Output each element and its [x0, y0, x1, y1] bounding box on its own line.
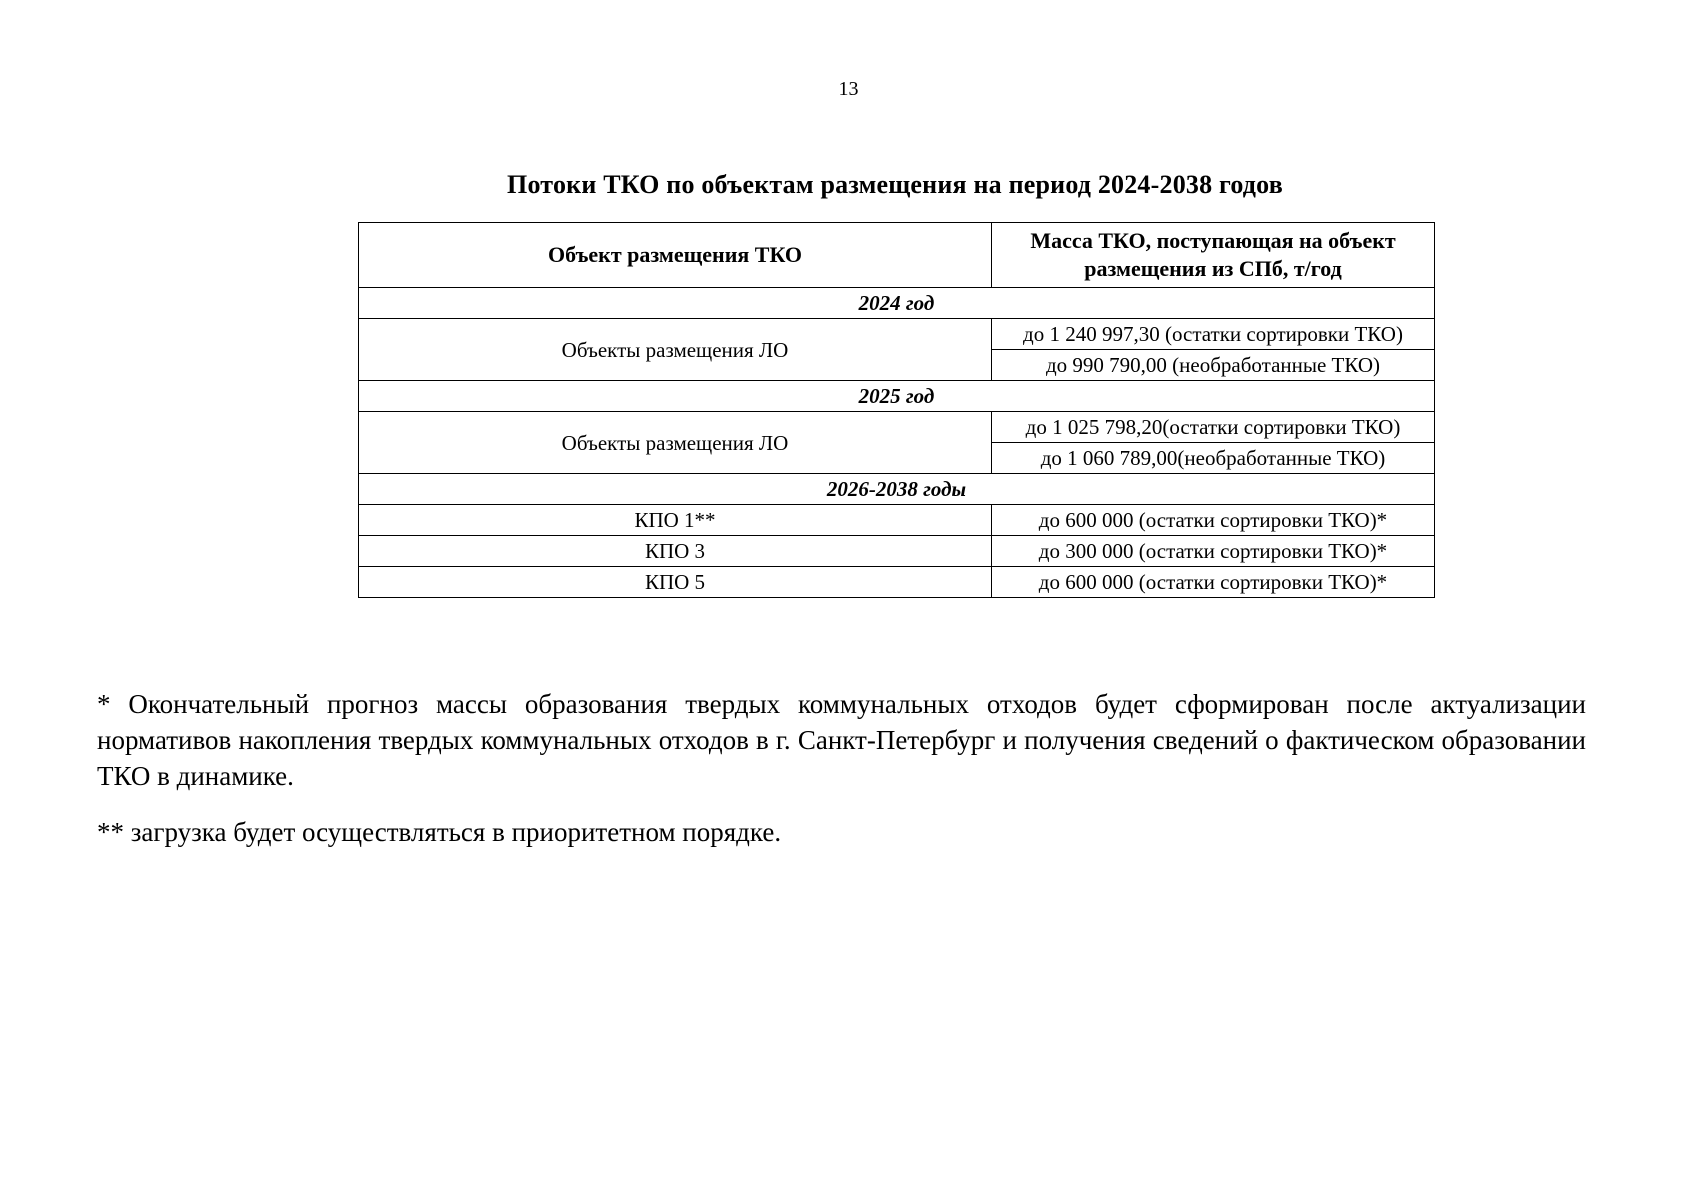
- table-header-row: [359, 223, 1435, 288]
- mass-cell: до 1 025 798,20(остатки сортировки ТКО): [992, 412, 1435, 443]
- table-title: Потоки ТКО по объектам размещения на период 2024-2038 годов: [507, 170, 1283, 199]
- section-year-row: [359, 381, 1435, 412]
- mass-cell: до 600 000 (остатки сортировки ТКО)*: [992, 567, 1435, 598]
- table-row: [359, 536, 1435, 567]
- year-label: 2024 год: [359, 288, 1435, 319]
- table-row: [359, 319, 1435, 350]
- mass-cell: до 1 240 997,30 (остатки сортировки ТКО): [992, 319, 1435, 350]
- mass-cell: до 990 790,00 (необработанные ТКО): [992, 350, 1435, 381]
- page-number: 13: [838, 78, 859, 100]
- section-year-row: [359, 288, 1435, 319]
- table-row: [359, 412, 1435, 443]
- object-cell: КПО 1**: [359, 505, 992, 536]
- header-object: Объект размещения ТКО: [359, 223, 992, 288]
- section-year-row: [359, 474, 1435, 505]
- mass-cell: до 600 000 (остатки сортировки ТКО)*: [992, 505, 1435, 536]
- table-row: [359, 567, 1435, 598]
- footnote-forecast: * Окончательный прогноз массы образования твердых коммунальных отходов будет сформирован после актуализации нормативов накопления твердых коммунальных отходов в г. Санкт-Петербург и получения сведений о фактическом образовании ТКО в динамике.: [97, 689, 1586, 791]
- mass-cell: до 1 060 789,00(необработанные ТКО): [992, 443, 1435, 474]
- footnote-priority: ** загрузка будет осуществляться в приоритетном порядке.: [97, 817, 782, 847]
- header-mass: Масса ТКО, поступающая на объект размещения из СПб, т/год: [992, 223, 1435, 288]
- table-row: [359, 505, 1435, 536]
- year-label: 2026-2038 годы: [359, 474, 1435, 505]
- object-cell: Объекты размещения ЛО: [359, 412, 992, 474]
- year-label: 2025 год: [359, 381, 1435, 412]
- waste-flows-table: [358, 222, 1435, 598]
- mass-cell: до 300 000 (остатки сортировки ТКО)*: [992, 536, 1435, 567]
- object-cell: КПО 3: [359, 536, 992, 567]
- object-cell: Объекты размещения ЛО: [359, 319, 992, 381]
- object-cell: КПО 5: [359, 567, 992, 598]
